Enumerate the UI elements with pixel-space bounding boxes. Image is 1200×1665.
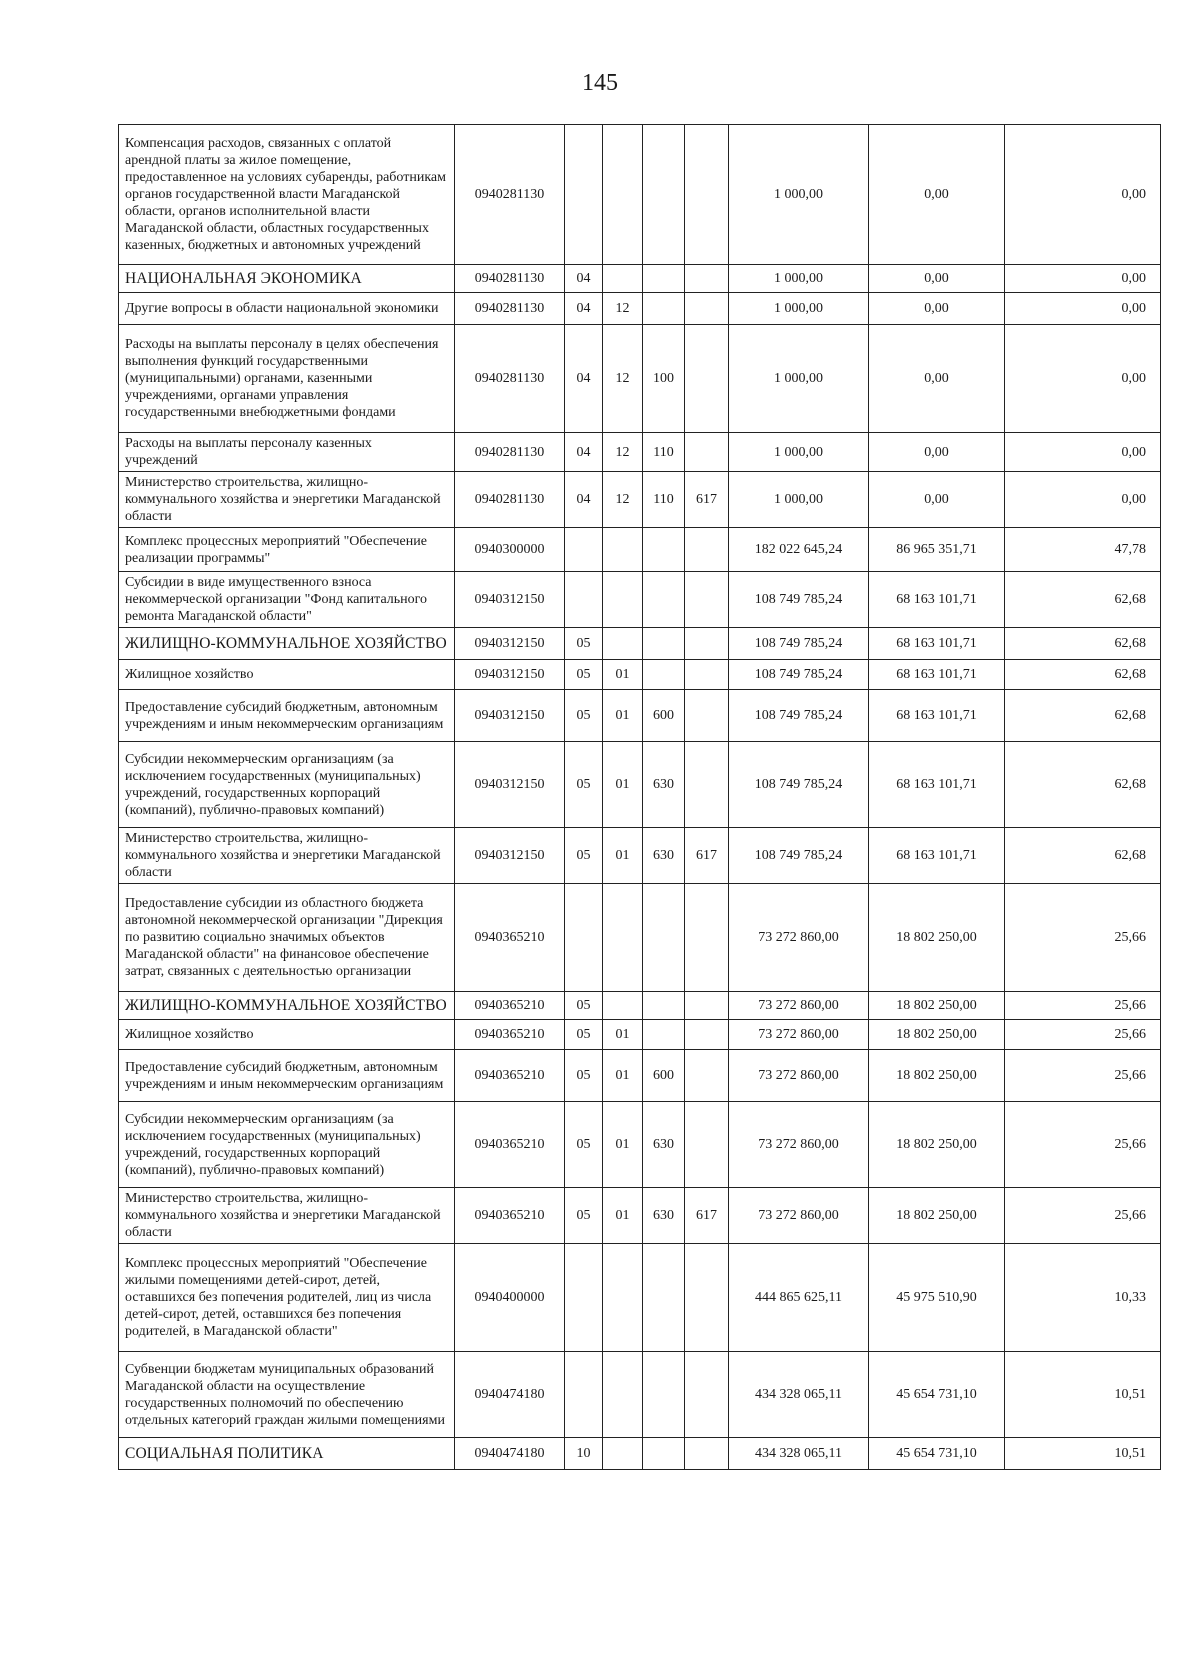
row-expense-type <box>643 628 685 660</box>
row-expense-type: 600 <box>643 690 685 742</box>
row-subsection: 01 <box>603 828 643 884</box>
row-execution-percent: 0,00 <box>1005 293 1161 325</box>
row-executed-amount: 18 802 250,00 <box>869 884 1005 992</box>
row-name: Расходы на выплаты персоналу в целях обеспечения выполнения функций государственными (муниципальными) органами, казенными учреждениями, органами управления государственными внебюджетными фондами <box>119 325 455 433</box>
row-section: 05 <box>565 1020 603 1050</box>
row-executed-amount: 0,00 <box>869 472 1005 528</box>
row-name: Субсидии в виде имущественного взноса некоммерческой организации "Фонд капитального ремонта Магаданской области" <box>119 572 455 628</box>
row-planned-amount: 1 000,00 <box>729 472 869 528</box>
row-administrator <box>685 660 729 690</box>
row-name: Комплекс процессных мероприятий "Обеспечение жилыми помещениями детей-сирот, детей, оставшихся без попечения родителей, лиц из числа детей-сирот, детей, оставшихся без попечения родителей, в Магаданской области" <box>119 1244 455 1352</box>
row-planned-amount: 73 272 860,00 <box>729 1188 869 1244</box>
row-target-code: 0940365210 <box>455 1188 565 1244</box>
row-planned-amount: 1 000,00 <box>729 265 869 293</box>
table-row <box>119 572 1161 628</box>
row-section: 05 <box>565 660 603 690</box>
row-target-code: 0940312150 <box>455 742 565 828</box>
row-section: 05 <box>565 992 603 1020</box>
row-execution-percent: 25,66 <box>1005 1050 1161 1102</box>
row-execution-percent: 10,51 <box>1005 1352 1161 1438</box>
row-section <box>565 528 603 572</box>
row-planned-amount: 73 272 860,00 <box>729 1050 869 1102</box>
row-executed-amount: 68 163 101,71 <box>869 628 1005 660</box>
row-execution-percent: 25,66 <box>1005 992 1161 1020</box>
row-subsection: 12 <box>603 325 643 433</box>
row-execution-percent: 25,66 <box>1005 1102 1161 1188</box>
row-expense-type <box>643 265 685 293</box>
row-executed-amount: 0,00 <box>869 265 1005 293</box>
row-execution-percent: 25,66 <box>1005 1188 1161 1244</box>
table-row <box>119 828 1161 884</box>
table-row <box>119 265 1161 293</box>
row-administrator <box>685 293 729 325</box>
table-row <box>119 433 1161 472</box>
table-row <box>119 660 1161 690</box>
row-execution-percent: 62,68 <box>1005 572 1161 628</box>
row-executed-amount: 0,00 <box>869 293 1005 325</box>
row-section: 04 <box>565 433 603 472</box>
row-administrator <box>685 1020 729 1050</box>
row-executed-amount: 45 975 510,90 <box>869 1244 1005 1352</box>
row-subsection <box>603 992 643 1020</box>
row-section <box>565 572 603 628</box>
row-executed-amount: 68 163 101,71 <box>869 690 1005 742</box>
row-subsection <box>603 1244 643 1352</box>
table-row <box>119 1050 1161 1102</box>
row-subsection <box>603 572 643 628</box>
row-target-code: 0940281130 <box>455 293 565 325</box>
row-subsection: 01 <box>603 1020 643 1050</box>
row-expense-type: 100 <box>643 325 685 433</box>
row-expense-type: 110 <box>643 472 685 528</box>
row-target-code: 0940400000 <box>455 1244 565 1352</box>
row-expense-type <box>643 572 685 628</box>
table-row <box>119 628 1161 660</box>
row-expense-type <box>643 1244 685 1352</box>
row-name: Предоставление субсидии из областного бюджета автономной некоммерческой организации "Дирекция по развитию социально значимых объектов Магаданской области" на финансовое обеспечение затрат, связанных с деятельностью организации <box>119 884 455 992</box>
row-section: 05 <box>565 1188 603 1244</box>
row-execution-percent: 0,00 <box>1005 265 1161 293</box>
row-subsection <box>603 628 643 660</box>
row-expense-type <box>643 1352 685 1438</box>
row-name: Компенсация расходов, связанных с оплатой арендной платы за жилое помещение, предоставленное на условиях субаренды, работникам органов государственной власти Магаданской области, органов исполнительной власти Магаданской области, областных государственных казенных, бюджетных и автономных учреждений <box>119 125 455 265</box>
row-executed-amount: 68 163 101,71 <box>869 828 1005 884</box>
row-expense-type <box>643 293 685 325</box>
row-target-code: 0940474180 <box>455 1438 565 1470</box>
row-name: Субсидии некоммерческим организациям (за исключением государственных (муниципальных) учреждений, государственных корпораций (компаний), публично-правовых компаний) <box>119 1102 455 1188</box>
row-name: Жилищное хозяйство <box>119 660 455 690</box>
row-name: Министерство строительства, жилищно-коммунального хозяйства и энергетики Магаданской области <box>119 1188 455 1244</box>
row-target-code: 0940365210 <box>455 1102 565 1188</box>
table-row <box>119 884 1161 992</box>
row-name: НАЦИОНАЛЬНАЯ ЭКОНОМИКА <box>119 265 455 293</box>
row-expense-type: 630 <box>643 828 685 884</box>
table-row <box>119 472 1161 528</box>
row-target-code: 0940312150 <box>455 660 565 690</box>
table-row <box>119 1188 1161 1244</box>
table-row <box>119 690 1161 742</box>
row-planned-amount: 108 749 785,24 <box>729 660 869 690</box>
row-name: Жилищное хозяйство <box>119 1020 455 1050</box>
row-name: Расходы на выплаты персоналу казенных учреждений <box>119 433 455 472</box>
row-planned-amount: 73 272 860,00 <box>729 1020 869 1050</box>
row-administrator <box>685 1352 729 1438</box>
row-planned-amount: 108 749 785,24 <box>729 628 869 660</box>
row-planned-amount: 444 865 625,11 <box>729 1244 869 1352</box>
row-target-code: 0940281130 <box>455 433 565 472</box>
row-executed-amount: 0,00 <box>869 125 1005 265</box>
row-planned-amount: 108 749 785,24 <box>729 742 869 828</box>
table-row <box>119 125 1161 265</box>
row-expense-type <box>643 528 685 572</box>
row-execution-percent: 0,00 <box>1005 125 1161 265</box>
table-row <box>119 1352 1161 1438</box>
row-target-code: 0940312150 <box>455 628 565 660</box>
row-section: 04 <box>565 325 603 433</box>
row-executed-amount: 18 802 250,00 <box>869 992 1005 1020</box>
row-expense-type: 630 <box>643 1102 685 1188</box>
row-name: ЖИЛИЩНО-КОММУНАЛЬНОЕ ХОЗЯЙСТВО <box>119 992 455 1020</box>
row-planned-amount: 1 000,00 <box>729 293 869 325</box>
row-execution-percent: 0,00 <box>1005 472 1161 528</box>
row-planned-amount: 1 000,00 <box>729 325 869 433</box>
row-administrator: 617 <box>685 1188 729 1244</box>
row-name: Комплекс процессных мероприятий "Обеспечение реализации программы" <box>119 528 455 572</box>
row-name: Субвенции бюджетам муниципальных образований Магаданской области на осуществление государственных полномочий по обеспечению отдельных категорий граждан жилыми помещениями <box>119 1352 455 1438</box>
row-target-code: 0940312150 <box>455 828 565 884</box>
row-section <box>565 884 603 992</box>
budget-table <box>118 124 1161 1470</box>
row-name: Министерство строительства, жилищно-коммунального хозяйства и энергетики Магаданской области <box>119 828 455 884</box>
row-execution-percent: 25,66 <box>1005 884 1161 992</box>
row-expense-type: 630 <box>643 1188 685 1244</box>
row-planned-amount: 1 000,00 <box>729 433 869 472</box>
row-execution-percent: 62,68 <box>1005 690 1161 742</box>
row-section: 05 <box>565 690 603 742</box>
row-subsection: 01 <box>603 742 643 828</box>
row-executed-amount: 18 802 250,00 <box>869 1020 1005 1050</box>
row-name: Другие вопросы в области национальной экономики <box>119 293 455 325</box>
row-subsection: 01 <box>603 660 643 690</box>
row-target-code: 0940281130 <box>455 265 565 293</box>
row-administrator <box>685 265 729 293</box>
table-row <box>119 992 1161 1020</box>
row-execution-percent: 0,00 <box>1005 433 1161 472</box>
row-planned-amount: 73 272 860,00 <box>729 884 869 992</box>
row-execution-percent: 62,68 <box>1005 628 1161 660</box>
row-subsection <box>603 1438 643 1470</box>
row-expense-type <box>643 1438 685 1470</box>
row-name: ЖИЛИЩНО-КОММУНАЛЬНОЕ ХОЗЯЙСТВО <box>119 628 455 660</box>
row-section <box>565 125 603 265</box>
row-administrator <box>685 433 729 472</box>
row-planned-amount: 73 272 860,00 <box>729 992 869 1020</box>
row-administrator <box>685 628 729 660</box>
row-subsection: 12 <box>603 472 643 528</box>
row-target-code: 0940312150 <box>455 572 565 628</box>
row-expense-type: 630 <box>643 742 685 828</box>
row-section: 10 <box>565 1438 603 1470</box>
row-subsection <box>603 1352 643 1438</box>
row-subsection <box>603 528 643 572</box>
row-executed-amount: 45 654 731,10 <box>869 1438 1005 1470</box>
row-administrator <box>685 528 729 572</box>
row-section: 05 <box>565 1102 603 1188</box>
row-executed-amount: 45 654 731,10 <box>869 1352 1005 1438</box>
row-name: Министерство строительства, жилищно-коммунального хозяйства и энергетики Магаданской области <box>119 472 455 528</box>
row-subsection: 01 <box>603 690 643 742</box>
table-body <box>119 125 1161 1470</box>
row-expense-type <box>643 1020 685 1050</box>
row-executed-amount: 0,00 <box>869 433 1005 472</box>
row-execution-percent: 10,33 <box>1005 1244 1161 1352</box>
row-subsection: 12 <box>603 293 643 325</box>
row-target-code: 0940365210 <box>455 992 565 1020</box>
row-expense-type <box>643 992 685 1020</box>
row-executed-amount: 18 802 250,00 <box>869 1188 1005 1244</box>
row-expense-type: 110 <box>643 433 685 472</box>
table-row <box>119 528 1161 572</box>
row-subsection: 01 <box>603 1188 643 1244</box>
row-subsection: 12 <box>603 433 643 472</box>
row-name: Предоставление субсидий бюджетным, автономным учреждениям и иным некоммерческим организациям <box>119 690 455 742</box>
row-planned-amount: 434 328 065,11 <box>729 1352 869 1438</box>
row-executed-amount: 18 802 250,00 <box>869 1102 1005 1188</box>
table-row <box>119 1244 1161 1352</box>
row-executed-amount: 0,00 <box>869 325 1005 433</box>
row-section: 05 <box>565 828 603 884</box>
row-administrator <box>685 572 729 628</box>
row-executed-amount: 86 965 351,71 <box>869 528 1005 572</box>
row-planned-amount: 108 749 785,24 <box>729 572 869 628</box>
table-row <box>119 293 1161 325</box>
row-section: 04 <box>565 265 603 293</box>
row-administrator <box>685 325 729 433</box>
row-name: Субсидии некоммерческим организациям (за исключением государственных (муниципальных) учреждений, государственных корпораций (компаний), публично-правовых компаний) <box>119 742 455 828</box>
row-administrator <box>685 1050 729 1102</box>
row-executed-amount: 68 163 101,71 <box>869 742 1005 828</box>
row-planned-amount: 1 000,00 <box>729 125 869 265</box>
table-row <box>119 325 1161 433</box>
row-execution-percent: 62,68 <box>1005 742 1161 828</box>
row-executed-amount: 18 802 250,00 <box>869 1050 1005 1102</box>
row-section: 05 <box>565 742 603 828</box>
row-target-code: 0940281130 <box>455 125 565 265</box>
row-planned-amount: 73 272 860,00 <box>729 1102 869 1188</box>
page-number: 145 <box>582 70 618 96</box>
row-expense-type <box>643 884 685 992</box>
row-target-code: 0940300000 <box>455 528 565 572</box>
row-subsection <box>603 265 643 293</box>
row-administrator <box>685 690 729 742</box>
row-execution-percent: 47,78 <box>1005 528 1161 572</box>
row-section: 04 <box>565 293 603 325</box>
row-section <box>565 1244 603 1352</box>
row-expense-type <box>643 660 685 690</box>
row-section: 05 <box>565 628 603 660</box>
row-target-code: 0940281130 <box>455 472 565 528</box>
table-row <box>119 1102 1161 1188</box>
row-subsection: 01 <box>603 1050 643 1102</box>
row-subsection <box>603 125 643 265</box>
row-executed-amount: 68 163 101,71 <box>869 572 1005 628</box>
row-planned-amount: 434 328 065,11 <box>729 1438 869 1470</box>
row-target-code: 0940312150 <box>455 690 565 742</box>
row-administrator <box>685 884 729 992</box>
row-execution-percent: 25,66 <box>1005 1020 1161 1050</box>
row-planned-amount: 182 022 645,24 <box>729 528 869 572</box>
row-section: 04 <box>565 472 603 528</box>
row-target-code: 0940281130 <box>455 325 565 433</box>
row-administrator <box>685 1244 729 1352</box>
row-planned-amount: 108 749 785,24 <box>729 690 869 742</box>
row-execution-percent: 10,51 <box>1005 1438 1161 1470</box>
row-execution-percent: 0,00 <box>1005 325 1161 433</box>
row-planned-amount: 108 749 785,24 <box>729 828 869 884</box>
row-target-code: 0940474180 <box>455 1352 565 1438</box>
row-expense-type <box>643 125 685 265</box>
table-row <box>119 742 1161 828</box>
row-execution-percent: 62,68 <box>1005 828 1161 884</box>
row-administrator <box>685 1438 729 1470</box>
table-row <box>119 1020 1161 1050</box>
row-executed-amount: 68 163 101,71 <box>869 660 1005 690</box>
row-section: 05 <box>565 1050 603 1102</box>
row-execution-percent: 62,68 <box>1005 660 1161 690</box>
row-target-code: 0940365210 <box>455 1020 565 1050</box>
row-administrator: 617 <box>685 472 729 528</box>
row-target-code: 0940365210 <box>455 1050 565 1102</box>
row-subsection <box>603 884 643 992</box>
row-administrator <box>685 992 729 1020</box>
table-row <box>119 1438 1161 1470</box>
row-name: Предоставление субсидий бюджетным, автономным учреждениям и иным некоммерческим организациям <box>119 1050 455 1102</box>
row-administrator <box>685 125 729 265</box>
row-administrator: 617 <box>685 828 729 884</box>
row-section <box>565 1352 603 1438</box>
row-subsection: 01 <box>603 1102 643 1188</box>
row-expense-type: 600 <box>643 1050 685 1102</box>
row-administrator <box>685 742 729 828</box>
row-name: СОЦИАЛЬНАЯ ПОЛИТИКА <box>119 1438 455 1470</box>
row-target-code: 0940365210 <box>455 884 565 992</box>
row-administrator <box>685 1102 729 1188</box>
